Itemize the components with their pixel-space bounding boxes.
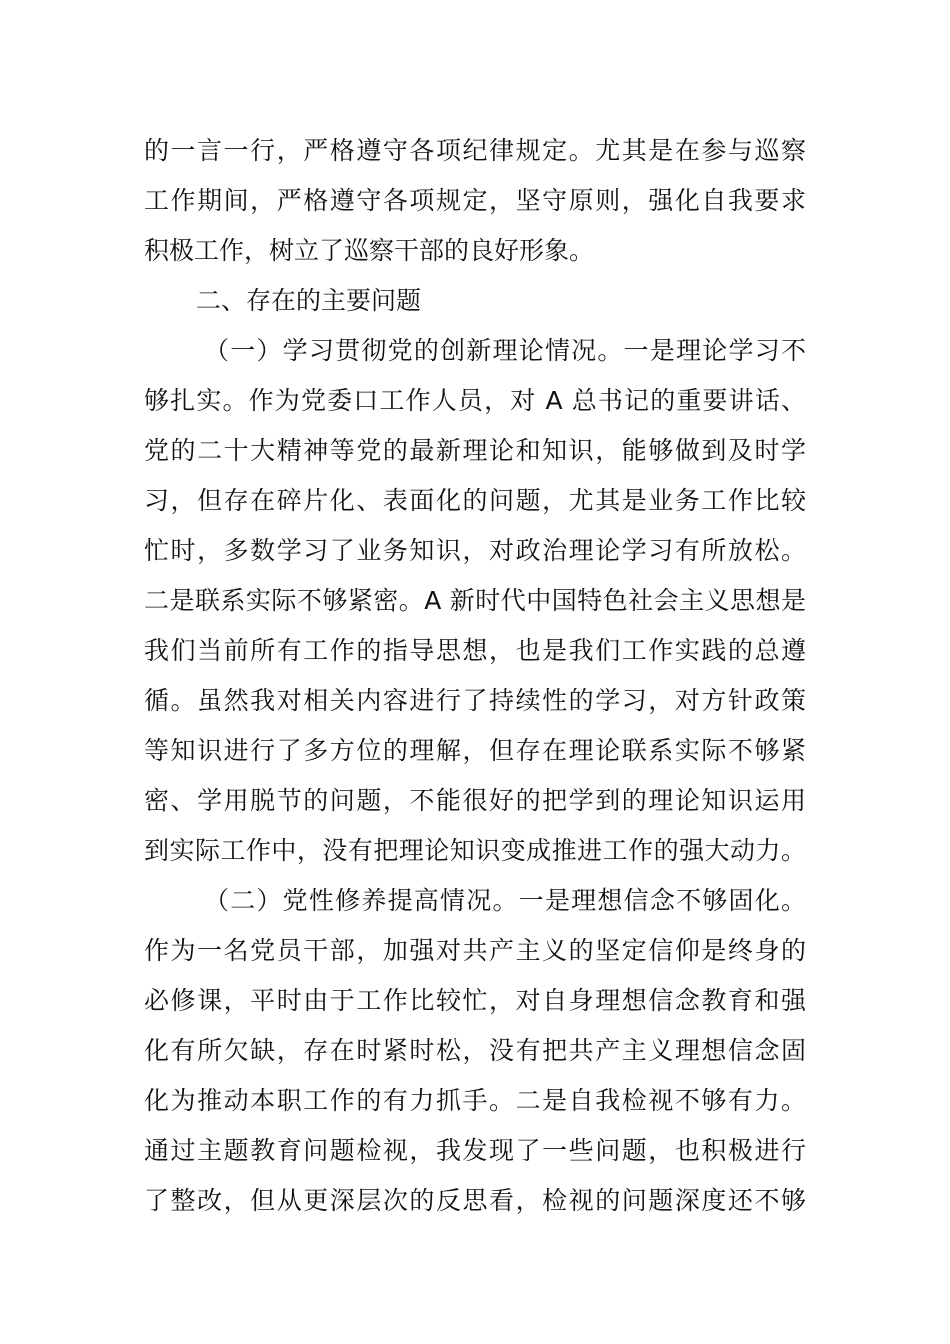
text-line: 的一言一行，严格遵守各项纪律规定。尤其是在参与巡察 (144, 136, 806, 165)
text-line: 习，但存在碎片化、表面化的问题，尤其是业务工作比较 (144, 486, 806, 515)
text-line: 密、学用脱节的问题，不能很好的把学到的理论知识运用 (144, 786, 806, 815)
text-line: 化有所欠缺，存在时紧时松，没有把共产主义理想信念固 (144, 1036, 806, 1065)
text-line: 积极工作，树立了巡察干部的良好形象。 (144, 236, 595, 265)
document-body (144, 126, 806, 1226)
text-line: 党的二十大精神等党的最新理论和知识，能够做到及时学 (144, 436, 806, 465)
text-line: 等知识进行了多方位的理解，但存在理论联系实际不够紧 (144, 736, 806, 765)
text-line: 作为一名党员干部，加强对共产主义的坚定信仰是终身的 (144, 936, 806, 965)
subsection-heading: （一）学习贯彻党的创新理论情况。一是理论学习不 (204, 336, 806, 365)
text-line: 够扎实。作为党委口工作人员，对 A 总书记的重要讲话、 (144, 386, 806, 415)
text-line: 了整改，但从更深层次的反思看，检视的问题深度还不够 (144, 1186, 806, 1215)
text-line: 必修课，平时由于工作比较忙，对自身理想信念教育和强 (144, 986, 806, 1015)
text-line: 二是联系实际不够紧密。A 新时代中国特色社会主义思想是 (144, 586, 806, 615)
text-line: 到实际工作中，没有把理论知识变成推进工作的强大动力。 (144, 836, 806, 865)
text-line: 我们当前所有工作的指导思想，也是我们工作实践的总遵 (144, 636, 806, 665)
text-line: 循。虽然我对相关内容进行了持续性的学习，对方针政策 (144, 686, 806, 715)
text-line: 通过主题教育问题检视，我发现了一些问题，也积极进行 (144, 1136, 806, 1165)
text-line: 忙时，多数学习了业务知识，对政治理论学习有所放松。 (144, 536, 806, 565)
text-line: 工作期间，严格遵守各项规定，坚守原则，强化自我要求 (144, 186, 806, 215)
section-heading: 二、存在的主要问题 (196, 286, 422, 315)
subsection-heading: （二）党性修养提高情况。一是理想信念不够固化。 (204, 886, 806, 915)
text-line: 化为推动本职工作的有力抓手。二是自我检视不够有力。 (144, 1086, 806, 1115)
